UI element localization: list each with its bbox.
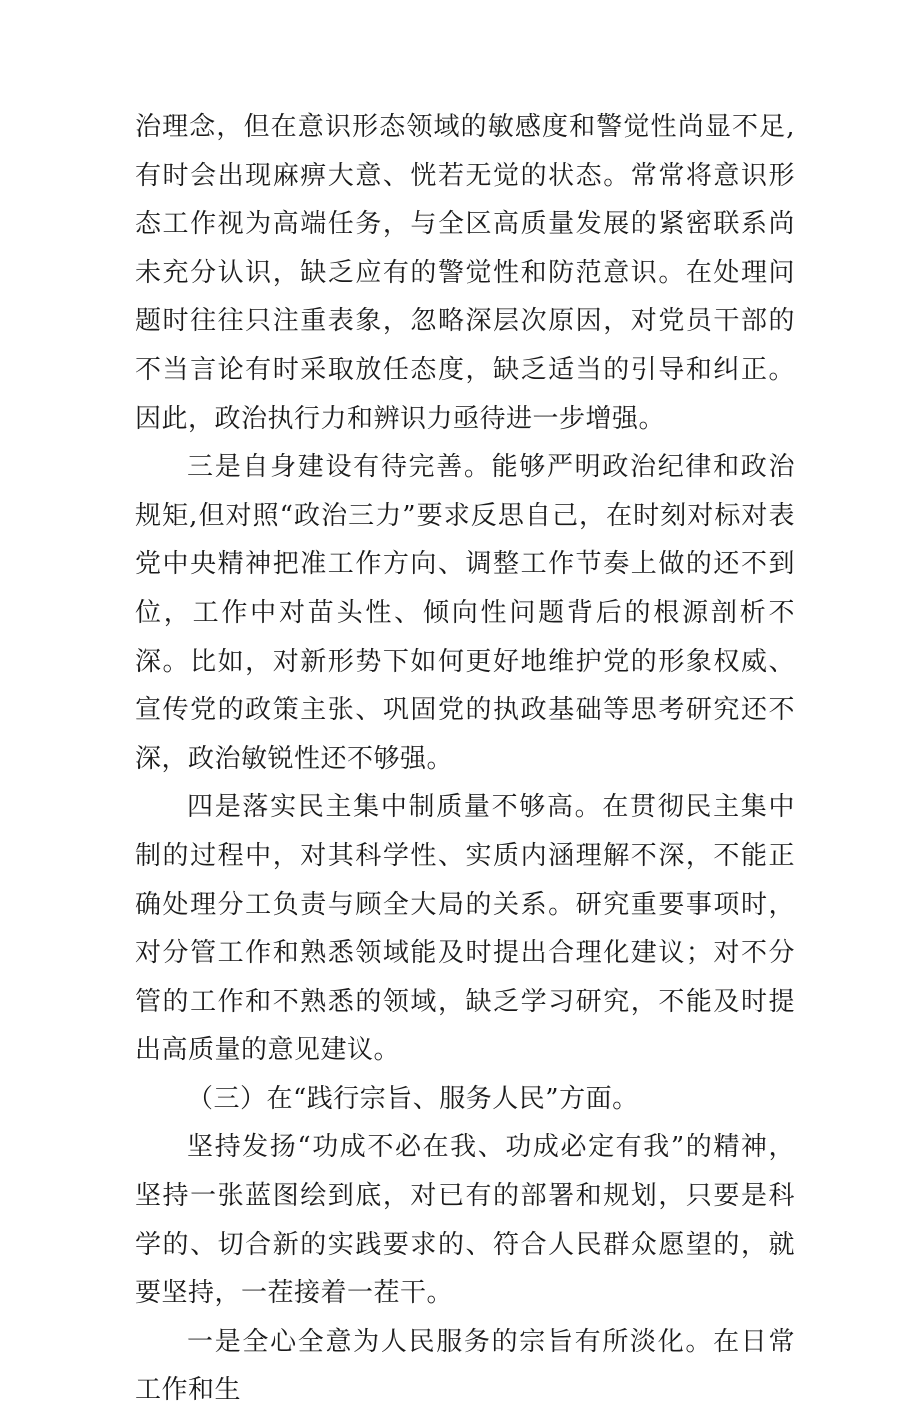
paragraph: 三是自身建设有待完善。能够严明政治纪律和政治规矩,但对照“政治三力”要求反思自己，在时刻对标对表党中央精神把准工作方向、调整工作节奏上做的还不到位，工作中对苗头性、倾向性问题背后的根源剖析不深。比如，对新形势下如何更好地维护党的形象权威、宣传党的政策主张、巩固党的执政基础等思考研究还不深，政治敏锐性还不够强。 [135, 452, 795, 774]
paragraph: 坚持发扬“功成不必在我、功成必定有我”的精神，坚持一张蓝图绘到底，对已有的部署和规划，只要是科学的、切合新的实践要求的、符合人民群众愿望的，就要坚持，一茬接着一茬干。 [135, 1132, 795, 1309]
section-heading: （三）在“践行宗旨、服务人民”方面。 [187, 1083, 639, 1114]
document-body [135, 103, 795, 1415]
paragraph: 一是全心全意为人民服务的宗旨有所淡化。在日常工作和生 [135, 1326, 795, 1406]
paragraph: 治理念，但在意识形态领域的敏感度和警觉性尚显不足,有时会出现麻痹大意、恍若无觉的状态。常常将意识形态工作视为高端任务，与全区高质量发展的紧密联系尚未充分认识，缺乏应有的警觉性和防范意识。在处理问题时往往只注重表象，忽略深层次原因，对党员干部的不当言论有时采取放任态度，缺乏适当的引导和纠正。因此，政治执行力和辨识力亟待进一步增强。 [135, 112, 795, 434]
paragraph: 四是落实民主集中制质量不够高。在贯彻民主集中制的过程中，对其科学性、实质内涵理解不深，不能正确处理分工负责与顾全大局的关系。研究重要事项时，对分管工作和熟悉领域能及时提出合理化建议；对不分管的工作和不熟悉的领域，缺乏学习研究，不能及时提出高质量的意见建议。 [135, 792, 795, 1066]
